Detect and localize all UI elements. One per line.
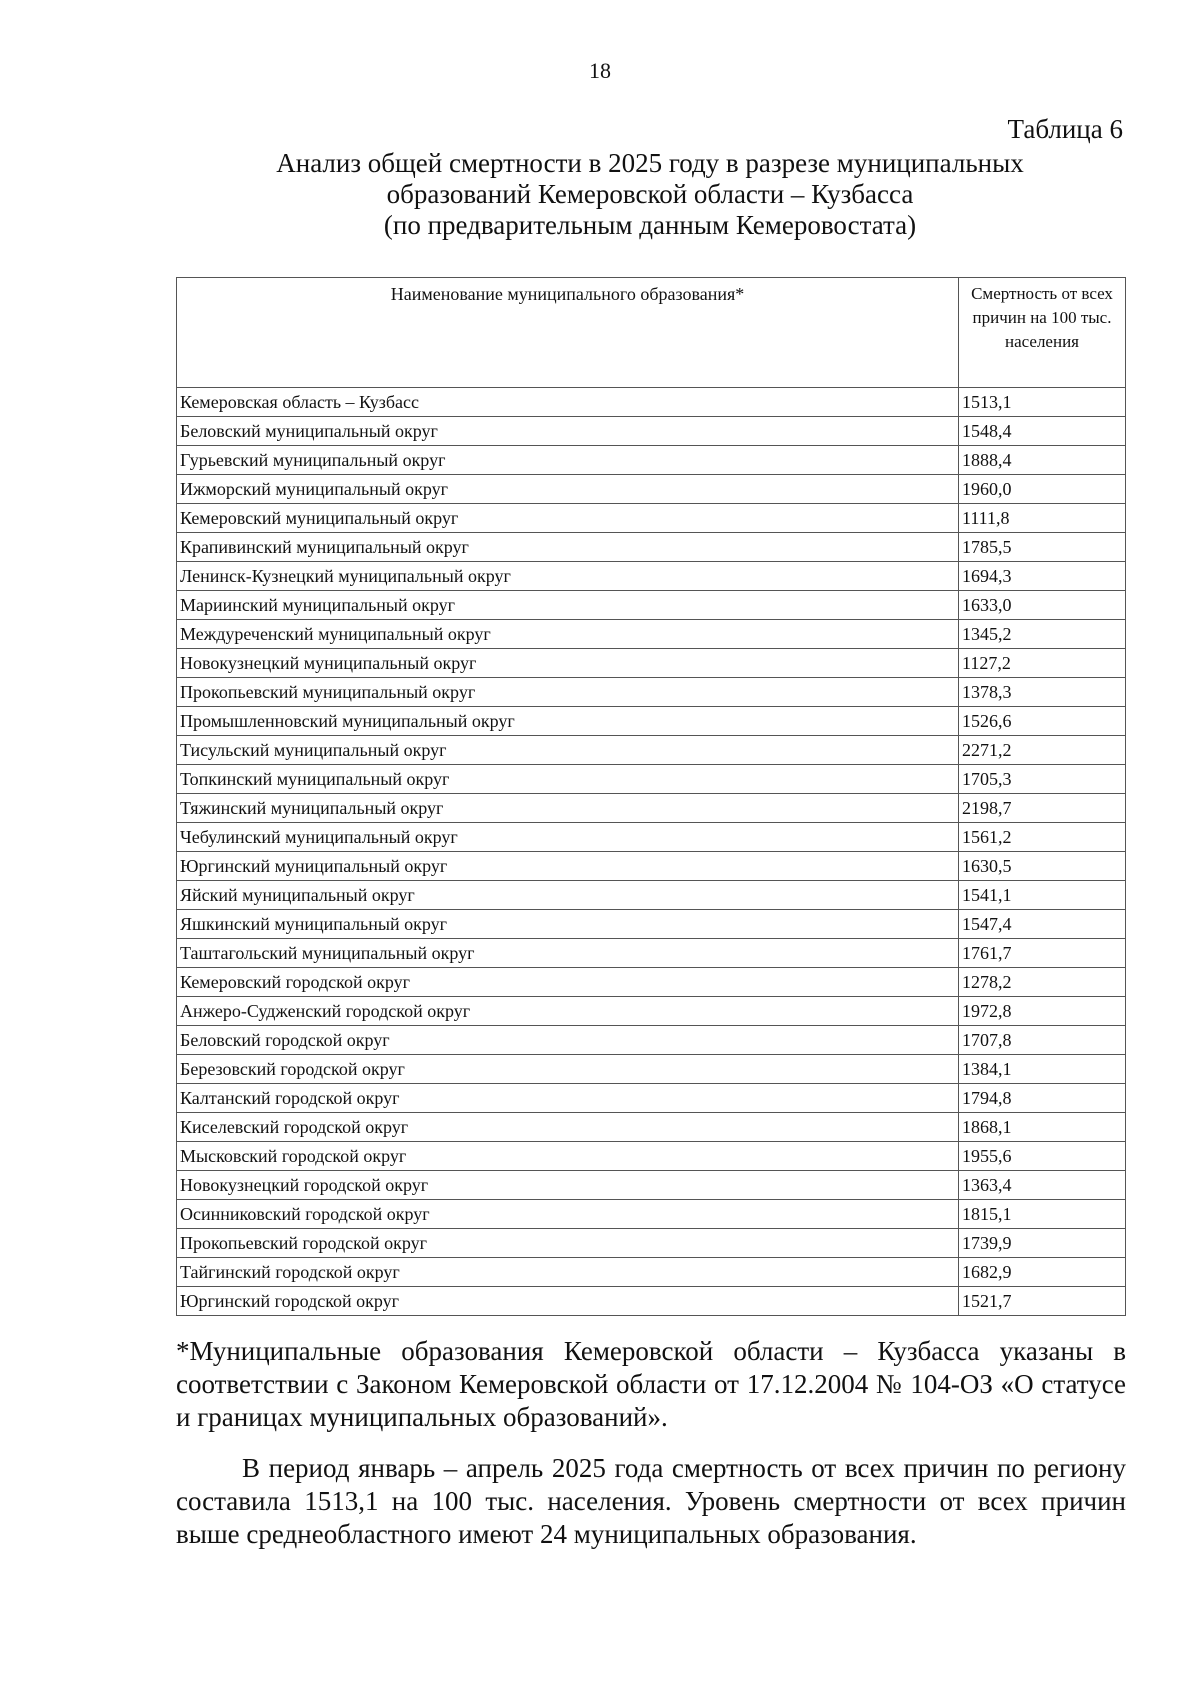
mortality-value: 1378,3 (959, 678, 1126, 707)
mortality-value: 1868,1 (959, 1113, 1126, 1142)
municipality-name: Чебулинский муниципальный округ (177, 823, 959, 852)
table-label: Таблица 6 (1007, 114, 1123, 144)
table-row (177, 1055, 1126, 1084)
table-row (177, 997, 1126, 1026)
mortality-value: 1513,1 (959, 388, 1126, 417)
municipality-name: Ленинск-Кузнецкий муниципальный округ (177, 562, 959, 591)
municipality-name: Осинниковский городской округ (177, 1200, 959, 1229)
table-row (177, 1287, 1126, 1316)
mortality-value: 1633,0 (959, 591, 1126, 620)
mortality-value: 1960,0 (959, 475, 1126, 504)
municipality-name: Прокопьевский муниципальный округ (177, 678, 959, 707)
table-title-line: (по предварительным данным Кемеровостата) (383, 210, 917, 240)
municipality-name: Гурьевский муниципальный округ (177, 446, 959, 475)
municipality-name: Междуреченский муниципальный округ (177, 620, 959, 649)
mortality-value: 1548,4 (959, 417, 1126, 446)
table-row (177, 649, 1126, 678)
municipality-name: Кемеровская область – Кузбасс (177, 388, 959, 417)
municipality-name: Мариинский муниципальный округ (177, 591, 959, 620)
municipality-name: Тисульский муниципальный округ (177, 736, 959, 765)
municipality-name: Юргинский городской округ (177, 1287, 959, 1316)
mortality-value: 1694,3 (959, 562, 1126, 591)
table-row (177, 1229, 1126, 1258)
mortality-value: 1794,8 (959, 1084, 1126, 1113)
table-row (177, 620, 1126, 649)
mortality-value: 1707,8 (959, 1026, 1126, 1055)
municipality-name: Прокопьевский городской округ (177, 1229, 959, 1258)
table-row (177, 881, 1126, 910)
table-title (170, 148, 1130, 241)
mortality-value: 1345,2 (959, 620, 1126, 649)
municipality-name: Кемеровский городской округ (177, 968, 959, 997)
municipality-name: Анжеро-Судженский городской округ (177, 997, 959, 1026)
table-row (177, 823, 1126, 852)
header-municipality: Наименование муниципального образования* (177, 278, 959, 388)
municipality-name: Киселевский городской округ (177, 1113, 959, 1142)
table-row (177, 1113, 1126, 1142)
table-row (177, 1142, 1126, 1171)
table-row (177, 446, 1126, 475)
municipality-name: Тайгинский городской округ (177, 1258, 959, 1287)
table-row (177, 1026, 1126, 1055)
table-row (177, 852, 1126, 881)
municipality-name: Тяжинский муниципальный округ (177, 794, 959, 823)
table-row (177, 678, 1126, 707)
mortality-value: 1547,4 (959, 910, 1126, 939)
mortality-value: 1705,3 (959, 765, 1126, 794)
municipality-name: Крапивинский муниципальный округ (177, 533, 959, 562)
table-row (177, 591, 1126, 620)
mortality-value: 1541,1 (959, 881, 1126, 910)
table-row (177, 533, 1126, 562)
table-body (177, 388, 1126, 1316)
table-row (177, 1171, 1126, 1200)
municipality-name: Яшкинский муниципальный округ (177, 910, 959, 939)
mortality-value: 1384,1 (959, 1055, 1126, 1084)
table-row (177, 968, 1126, 997)
mortality-value: 1127,2 (959, 649, 1126, 678)
municipality-name: Ижморский муниципальный округ (177, 475, 959, 504)
table-row (177, 388, 1126, 417)
table-row (177, 1200, 1126, 1229)
mortality-value: 1521,7 (959, 1287, 1126, 1316)
municipality-name: Беловский городской округ (177, 1026, 959, 1055)
body-paragraph: В период январь – апрель 2025 года смертность от всех причин по региону составила 1513,1 на 100 тыс. населения. Уровень смертности от всех причин выше среднеобластного имеют 24 муниципальных образования. (176, 1453, 1126, 1549)
table-row (177, 939, 1126, 968)
table-row (177, 1258, 1126, 1287)
mortality-value: 1111,8 (959, 504, 1126, 533)
municipality-name: Березовский городской округ (177, 1055, 959, 1084)
mortality-value: 1785,5 (959, 533, 1126, 562)
table-row (177, 794, 1126, 823)
mortality-value: 1739,9 (959, 1229, 1126, 1258)
mortality-value: 1815,1 (959, 1200, 1126, 1229)
mortality-value: 1561,2 (959, 823, 1126, 852)
table-row (177, 504, 1126, 533)
mortality-value: 1888,4 (959, 446, 1126, 475)
table-row (177, 707, 1126, 736)
table-row (177, 562, 1126, 591)
municipality-name: Топкинский муниципальный округ (177, 765, 959, 794)
municipality-name: Новокузнецкий муниципальный округ (177, 649, 959, 678)
mortality-value: 1363,4 (959, 1171, 1126, 1200)
municipality-name: Калтанский городской округ (177, 1084, 959, 1113)
mortality-value: 1526,6 (959, 707, 1126, 736)
mortality-value: 1761,7 (959, 939, 1126, 968)
mortality-value: 2198,7 (959, 794, 1126, 823)
municipality-name: Мысковский городской округ (177, 1142, 959, 1171)
table-row (177, 765, 1126, 794)
footnote: *Муниципальные образования Кемеровской области – Кузбасса указаны в соответствии с Законом Кемеровской области от 17.12.2004 № 104-ОЗ «О статусе и границах муниципальных образований». (176, 1336, 1126, 1432)
municipality-name: Промышленновский муниципальный округ (177, 707, 959, 736)
mortality-value: 1955,6 (959, 1142, 1126, 1171)
mortality-value: 1972,8 (959, 997, 1126, 1026)
table-row (177, 736, 1126, 765)
table-header-row (177, 278, 1126, 388)
header-mortality: Смертность от всех причин на 100 тыс. населения (959, 278, 1126, 388)
municipality-name: Новокузнецкий городской округ (177, 1171, 959, 1200)
mortality-value: 1630,5 (959, 852, 1126, 881)
municipality-name: Беловский муниципальный округ (177, 417, 959, 446)
mortality-value: 1278,2 (959, 968, 1126, 997)
mortality-table (176, 277, 1126, 1316)
municipality-name: Яйский муниципальный округ (177, 881, 959, 910)
table-title-line: Анализ общей смертности в 2025 году в разрезе муниципальных (276, 148, 1024, 178)
mortality-value: 1682,9 (959, 1258, 1126, 1287)
mortality-value: 2271,2 (959, 736, 1126, 765)
table-row (177, 475, 1126, 504)
municipality-name: Кемеровский муниципальный округ (177, 504, 959, 533)
table-row (177, 1084, 1126, 1113)
table-row (177, 910, 1126, 939)
table-row (177, 417, 1126, 446)
municipality-name: Таштагольский муниципальный округ (177, 939, 959, 968)
municipality-name: Юргинский муниципальный округ (177, 852, 959, 881)
table-title-line: образований Кемеровской области – Кузбасса (386, 179, 914, 209)
page-number: 18 (589, 58, 611, 83)
